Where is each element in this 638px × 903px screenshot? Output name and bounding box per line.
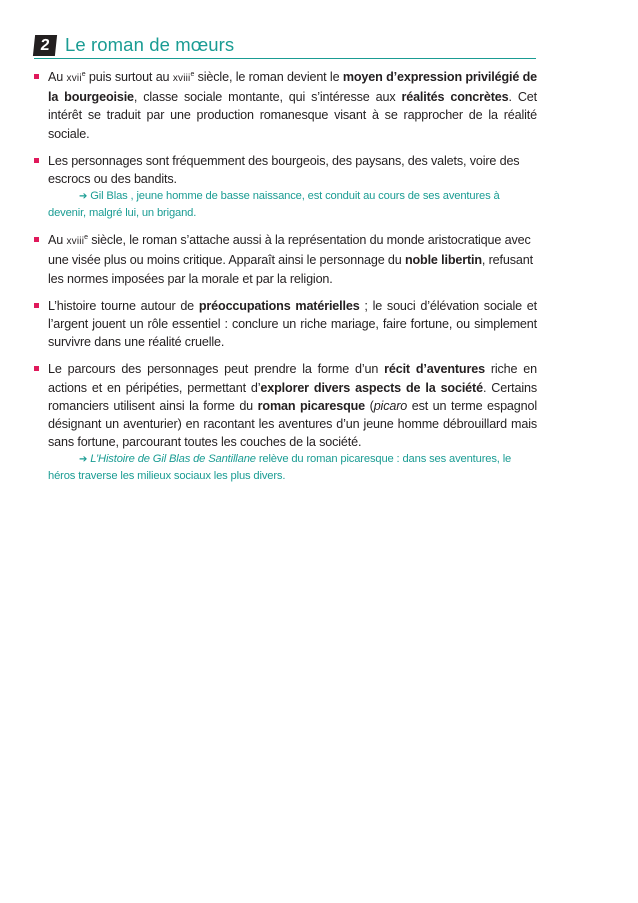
bullet-item bbox=[34, 297, 537, 352]
bullet-paragraph: L’histoire tourne autour de préoccupations matérielles ; le souci d’élévation sociale et l’argent jouent un rôle essentiel : conclure un riche mariage, faire fortune, ou simplement survivre dans une réalité cruelle. bbox=[48, 298, 537, 350]
reference-note: ➔ Gil Blas , jeune homme de basse naissance, est conduit au cours de ses aventures à devenir, malgré lui, un brigand. bbox=[48, 190, 500, 220]
square-bullet-icon bbox=[34, 74, 39, 79]
bullet-item bbox=[34, 360, 537, 485]
section-number: 2 bbox=[33, 35, 57, 56]
key-term: récit d’aventures bbox=[384, 362, 485, 377]
bullet-item bbox=[34, 231, 537, 288]
square-bullet-icon bbox=[34, 366, 39, 371]
century-numeral: xviii bbox=[66, 236, 85, 248]
square-bullet-icon bbox=[34, 158, 39, 163]
key-term: noble libertin bbox=[404, 253, 482, 268]
key-term: préoccupations matérielles bbox=[198, 298, 360, 313]
bullet-item bbox=[34, 152, 537, 222]
bullet-paragraph: Les personnages sont fréquemment des bourgeois, des paysans, des valets, voire des escrocs ou des bandits. bbox=[48, 153, 520, 187]
key-term: roman picaresque bbox=[257, 398, 366, 413]
key-term: moyen d’expression privilégié de la bourgeoisie bbox=[48, 70, 537, 105]
book-title: L’Histoire de Gil Blas de Santillane bbox=[90, 453, 256, 466]
section-header bbox=[34, 34, 536, 59]
square-bullet-icon bbox=[34, 237, 39, 242]
arrow-right-icon: ➔ bbox=[79, 191, 88, 203]
section-title: Le roman de mœurs bbox=[65, 34, 235, 55]
foreign-term: picaro bbox=[373, 398, 408, 413]
arrow-right-icon: ➔ bbox=[79, 454, 88, 466]
square-bullet-icon bbox=[34, 303, 39, 308]
section-content bbox=[34, 68, 537, 494]
century-numeral: xviii bbox=[172, 73, 191, 84]
key-term: réalités concrètes bbox=[401, 90, 509, 105]
bullet-paragraph: Au xvii$^e$ puis surtout au xviii$^e$ siècle, le roman devient le moyen d’expression privilégié de la bourgeoisie, classe sociale montante, qui s’intéresse aux réalités concrètes. Cet intérêt se traduit par une production romanesque visant à se rapprocher de la réalité sociale. bbox=[48, 70, 537, 141]
key-term: explorer divers aspects de la société bbox=[260, 380, 483, 395]
bullet-paragraph: Au xviii$^e$ siècle, le roman s’attache aussi à la représentation du monde aristocratique avec une visée plus ou moins critique. Apparaît ainsi le personnage du noble libertin, refusant les normes imposées par la morale et par la religion. bbox=[48, 233, 533, 286]
bullet-paragraph: Le parcours des personnages peut prendre la forme d’un récit d’aventures riche en actions et en péripéties, permettant d’explorer divers aspects de la société. Certains romanciers utilisent ainsi la forme du roman picaresque (picaro est un terme espagnol désignant un aventurier) en racontant les aventures d’un jeune homme débrouillard mais sans fortune, parcourant toutes les couches de la société. bbox=[48, 362, 538, 450]
reference-note: ➔ L’Histoire de Gil Blas de Santillane relève du roman picaresque : dans ses aventures, le héros traverse les milieux sociaux les plus divers. bbox=[48, 453, 512, 483]
century-numeral: xvii bbox=[66, 73, 82, 84]
bullet-item bbox=[34, 68, 537, 143]
